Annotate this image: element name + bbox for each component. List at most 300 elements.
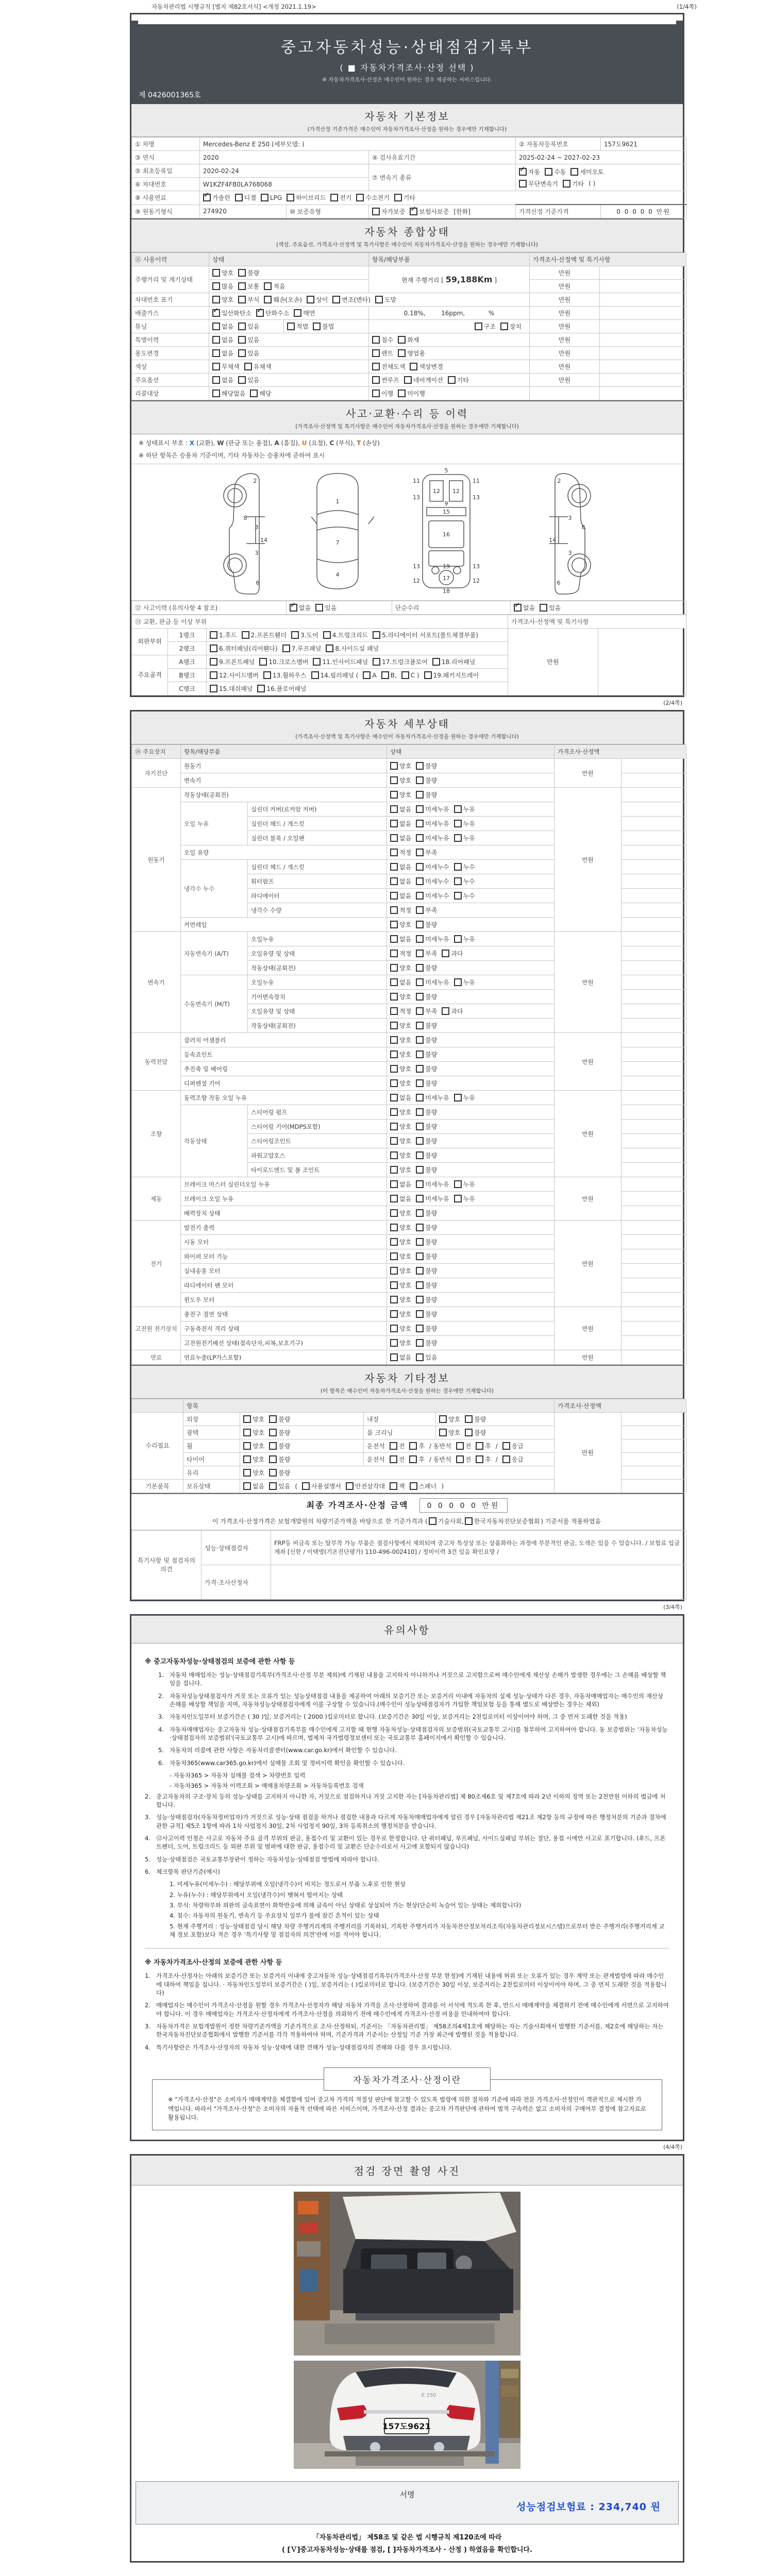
checkbox-option[interactable] bbox=[356, 193, 389, 202]
checkbox-icon[interactable] bbox=[416, 1065, 424, 1073]
checkbox-icon[interactable] bbox=[519, 180, 527, 188]
checkbox-icon[interactable] bbox=[454, 1094, 462, 1101]
checkbox-icon[interactable] bbox=[416, 805, 424, 813]
checked-checkbox-icon[interactable] bbox=[410, 208, 417, 215]
checkbox-option[interactable] bbox=[238, 268, 259, 277]
checkbox-option[interactable] bbox=[390, 949, 411, 958]
checkbox-option[interactable] bbox=[390, 1050, 411, 1059]
checkbox-icon[interactable] bbox=[416, 906, 424, 914]
checkbox-option[interactable] bbox=[243, 1482, 264, 1490]
checkbox-option[interactable] bbox=[454, 1194, 475, 1203]
checkbox-option[interactable] bbox=[302, 1482, 341, 1490]
checkbox-icon[interactable] bbox=[212, 376, 220, 384]
checkbox-option[interactable] bbox=[390, 761, 411, 770]
checkbox-icon[interactable] bbox=[416, 993, 424, 1001]
checkbox-icon[interactable] bbox=[416, 1353, 424, 1361]
checkbox-option[interactable] bbox=[390, 790, 411, 799]
checkbox-icon[interactable] bbox=[390, 935, 398, 943]
checkbox-icon[interactable] bbox=[372, 336, 380, 344]
checkbox-option[interactable] bbox=[416, 1252, 437, 1261]
checkbox-option[interactable] bbox=[363, 671, 376, 679]
checkbox-option[interactable] bbox=[372, 349, 393, 358]
checkbox-icon[interactable] bbox=[287, 194, 294, 201]
checkbox-icon[interactable] bbox=[390, 776, 398, 784]
checkbox-option[interactable] bbox=[238, 295, 259, 304]
checkbox-option[interactable] bbox=[398, 389, 425, 398]
checkbox-icon[interactable] bbox=[390, 1022, 398, 1029]
checkbox-icon[interactable] bbox=[416, 1267, 424, 1275]
checkbox-option[interactable] bbox=[416, 834, 449, 842]
checkbox-option[interactable] bbox=[250, 389, 271, 398]
checkbox-option[interactable] bbox=[416, 1223, 437, 1232]
checkbox-option[interactable] bbox=[454, 978, 475, 987]
checkbox-icon[interactable] bbox=[570, 168, 578, 176]
checkbox-option[interactable] bbox=[372, 362, 405, 371]
checkbox-icon[interactable] bbox=[243, 1455, 251, 1463]
checkbox-option[interactable] bbox=[326, 644, 379, 653]
checkbox-option[interactable] bbox=[346, 1482, 385, 1490]
checkbox-icon[interactable] bbox=[475, 323, 482, 330]
checkbox-icon[interactable] bbox=[416, 1151, 424, 1159]
checkbox-option[interactable] bbox=[390, 1194, 411, 1203]
checkbox-icon[interactable] bbox=[210, 658, 217, 666]
checkbox-icon[interactable] bbox=[465, 1517, 473, 1525]
checkbox-icon[interactable] bbox=[212, 296, 220, 303]
checkbox-icon[interactable] bbox=[432, 658, 440, 666]
checkbox-option[interactable] bbox=[416, 963, 437, 972]
checkbox-icon[interactable] bbox=[390, 921, 398, 928]
checkbox-icon[interactable] bbox=[390, 1036, 398, 1044]
checkbox-icon[interactable] bbox=[390, 993, 398, 1001]
checkbox-icon[interactable] bbox=[212, 363, 220, 370]
checkbox-icon[interactable] bbox=[454, 863, 462, 871]
checkbox-icon[interactable] bbox=[264, 282, 272, 290]
checkbox-icon[interactable] bbox=[540, 604, 547, 612]
checkbox-icon[interactable] bbox=[416, 964, 424, 972]
checkbox-option[interactable] bbox=[263, 671, 306, 680]
checkbox-icon[interactable] bbox=[390, 1325, 398, 1332]
checkbox-icon[interactable] bbox=[416, 776, 424, 784]
checkbox-icon[interactable] bbox=[454, 834, 462, 842]
checkbox-option[interactable] bbox=[563, 179, 584, 188]
checkbox-icon[interactable] bbox=[302, 1482, 310, 1490]
checkbox-option[interactable] bbox=[416, 1194, 449, 1203]
checkbox-icon[interactable] bbox=[390, 1455, 397, 1463]
checkbox-icon[interactable] bbox=[416, 1108, 424, 1116]
checkbox-option[interactable] bbox=[416, 1338, 437, 1347]
checkbox-icon[interactable] bbox=[416, 762, 424, 770]
checkbox-option[interactable] bbox=[238, 335, 259, 344]
checkbox-icon[interactable] bbox=[243, 1442, 251, 1450]
checkbox-option[interactable] bbox=[416, 1036, 437, 1044]
checkbox-icon[interactable] bbox=[212, 349, 220, 357]
checkbox-icon[interactable] bbox=[416, 1224, 424, 1231]
checkbox-icon[interactable] bbox=[390, 1094, 398, 1101]
checkbox-option[interactable] bbox=[235, 193, 256, 202]
checkbox-icon[interactable] bbox=[259, 658, 267, 666]
checkbox-option[interactable] bbox=[212, 376, 233, 384]
checkbox-icon[interactable] bbox=[238, 336, 246, 344]
checkbox-option[interactable] bbox=[390, 1281, 411, 1290]
checkbox-option[interactable] bbox=[313, 322, 334, 331]
checkbox-icon[interactable] bbox=[416, 1137, 424, 1145]
checkbox-option[interactable] bbox=[243, 1415, 264, 1423]
checkbox-icon[interactable] bbox=[416, 978, 424, 986]
checkbox-icon[interactable] bbox=[416, 1079, 424, 1087]
checkbox-icon[interactable] bbox=[465, 1429, 473, 1436]
checkbox-option[interactable] bbox=[330, 193, 351, 202]
checkbox-option[interactable] bbox=[243, 1428, 264, 1437]
checkbox-option[interactable] bbox=[416, 906, 437, 914]
checkbox-option[interactable] bbox=[390, 1122, 411, 1131]
checkbox-icon[interactable] bbox=[465, 1415, 473, 1423]
checkbox-icon[interactable] bbox=[243, 1429, 251, 1436]
checkbox-icon[interactable] bbox=[235, 194, 243, 201]
checkbox-option[interactable] bbox=[454, 819, 475, 828]
checkbox-icon[interactable] bbox=[244, 363, 252, 370]
checkbox-option[interactable] bbox=[476, 1455, 491, 1464]
checkbox-option[interactable] bbox=[416, 1209, 437, 1217]
checkbox-icon[interactable] bbox=[372, 208, 380, 215]
checkbox-icon[interactable] bbox=[269, 1482, 277, 1490]
checkbox-icon[interactable] bbox=[238, 323, 246, 330]
checkbox-icon[interactable] bbox=[390, 1224, 398, 1231]
checkbox-option[interactable] bbox=[367, 1442, 385, 1450]
checkbox-icon[interactable] bbox=[454, 877, 462, 885]
checkbox-icon[interactable] bbox=[291, 631, 299, 639]
checkbox-icon[interactable] bbox=[476, 1442, 483, 1450]
checkbox-option[interactable] bbox=[416, 1151, 437, 1160]
checkbox-icon[interactable] bbox=[311, 671, 319, 679]
checkbox-option[interactable] bbox=[294, 309, 315, 317]
checked-checkbox-icon[interactable] bbox=[290, 604, 297, 612]
checkbox-option[interactable] bbox=[541, 1517, 601, 1526]
checkbox-option[interactable] bbox=[212, 295, 233, 304]
checkbox-icon[interactable] bbox=[416, 1007, 424, 1015]
checkbox-option[interactable] bbox=[210, 657, 255, 666]
checkbox-option[interactable] bbox=[454, 877, 475, 886]
checkbox-option[interactable] bbox=[269, 1428, 290, 1437]
checkbox-icon[interactable] bbox=[448, 376, 456, 384]
checkbox-option[interactable] bbox=[287, 193, 326, 202]
checkbox-option[interactable] bbox=[454, 862, 475, 871]
checkbox-icon[interactable] bbox=[264, 296, 272, 303]
checkbox-icon[interactable] bbox=[390, 791, 398, 799]
checkbox-option[interactable] bbox=[269, 1455, 290, 1464]
checkbox-icon[interactable] bbox=[416, 849, 424, 856]
checkbox-icon[interactable] bbox=[373, 631, 380, 639]
checkbox-option[interactable] bbox=[465, 1428, 486, 1437]
checkbox-option[interactable] bbox=[416, 1165, 437, 1174]
checkbox-icon[interactable] bbox=[212, 282, 220, 290]
checkbox-icon[interactable] bbox=[390, 1065, 398, 1073]
checkbox-option[interactable] bbox=[203, 193, 230, 202]
checkbox-icon[interactable] bbox=[476, 1455, 483, 1463]
checkbox-icon[interactable] bbox=[390, 1050, 398, 1058]
checkbox-option[interactable] bbox=[416, 1007, 437, 1015]
checked-checkbox-icon[interactable] bbox=[519, 168, 527, 176]
checkbox-icon[interactable] bbox=[390, 964, 398, 972]
checkbox-option[interactable] bbox=[465, 1517, 540, 1526]
checkbox-option[interactable] bbox=[390, 891, 411, 900]
checkbox-icon[interactable] bbox=[454, 978, 462, 986]
checkbox-icon[interactable] bbox=[416, 1325, 424, 1332]
checkbox-option[interactable] bbox=[390, 978, 411, 987]
checkbox-option[interactable] bbox=[390, 1442, 405, 1450]
checkbox-option[interactable] bbox=[441, 1483, 444, 1490]
checkbox-option[interactable] bbox=[416, 776, 437, 785]
checkbox-option[interactable] bbox=[454, 935, 475, 943]
checkbox-icon[interactable] bbox=[390, 762, 398, 770]
checkbox-option[interactable] bbox=[372, 335, 393, 344]
checkbox-icon[interactable] bbox=[375, 296, 383, 303]
checkbox-icon[interactable] bbox=[390, 1166, 398, 1174]
checkbox-option[interactable] bbox=[390, 1324, 411, 1333]
checkbox-option[interactable] bbox=[212, 349, 233, 358]
checkbox-option[interactable] bbox=[416, 862, 449, 871]
checkbox-icon[interactable] bbox=[416, 820, 424, 827]
checkbox-option[interactable] bbox=[375, 295, 396, 304]
checkbox-icon[interactable] bbox=[454, 1195, 462, 1202]
checkbox-option[interactable] bbox=[243, 1442, 264, 1450]
checkbox-icon[interactable] bbox=[545, 168, 552, 176]
checkbox-option[interactable] bbox=[269, 1468, 290, 1477]
checkbox-option[interactable] bbox=[454, 834, 475, 842]
checkbox-icon[interactable] bbox=[390, 1252, 398, 1260]
checkbox-icon[interactable] bbox=[372, 389, 380, 397]
checkbox-option[interactable] bbox=[373, 657, 428, 666]
checkbox-option[interactable] bbox=[372, 389, 393, 398]
checkbox-option[interactable] bbox=[390, 1093, 411, 1102]
checkbox-option[interactable] bbox=[514, 603, 535, 612]
checkbox-option[interactable] bbox=[390, 819, 411, 828]
checkbox-icon[interactable] bbox=[390, 1353, 398, 1361]
checkbox-option[interactable] bbox=[390, 1151, 411, 1160]
checkbox-icon[interactable] bbox=[390, 1123, 398, 1130]
checkbox-icon[interactable] bbox=[416, 863, 424, 871]
checkbox-option[interactable] bbox=[475, 322, 496, 331]
checkbox-option[interactable] bbox=[264, 282, 285, 291]
checkbox-option[interactable] bbox=[243, 1455, 264, 1464]
checkbox-option[interactable] bbox=[416, 920, 437, 929]
checkbox-option[interactable] bbox=[390, 877, 411, 886]
checkbox-option[interactable] bbox=[476, 1442, 491, 1450]
checkbox-icon[interactable] bbox=[409, 1455, 417, 1463]
checkbox-option[interactable] bbox=[429, 1442, 451, 1450]
checkbox-option[interactable] bbox=[439, 1428, 460, 1437]
checkbox-icon[interactable] bbox=[390, 805, 398, 813]
checked-checkbox-icon[interactable] bbox=[203, 194, 211, 201]
checkbox-option[interactable] bbox=[416, 949, 437, 958]
checkbox-icon[interactable] bbox=[563, 180, 570, 188]
checkbox-icon[interactable] bbox=[390, 1442, 397, 1450]
checkbox-option[interactable] bbox=[372, 376, 399, 384]
checkbox-icon[interactable] bbox=[390, 1296, 398, 1303]
checkbox-option[interactable] bbox=[390, 862, 411, 871]
checkbox-icon[interactable] bbox=[363, 671, 371, 679]
checkbox-option[interactable] bbox=[439, 1415, 460, 1423]
checkbox-icon[interactable] bbox=[409, 1442, 417, 1450]
checkbox-option[interactable] bbox=[404, 376, 443, 384]
checkbox-icon[interactable] bbox=[257, 685, 265, 692]
checkbox-icon[interactable] bbox=[212, 269, 220, 277]
checked-checkbox-icon[interactable] bbox=[212, 309, 220, 317]
checkbox-icon[interactable] bbox=[410, 1482, 417, 1490]
checkbox-option[interactable] bbox=[398, 349, 425, 358]
checkbox-icon[interactable] bbox=[313, 658, 321, 666]
checkbox-icon[interactable] bbox=[210, 685, 217, 692]
checkbox-icon[interactable] bbox=[390, 1108, 398, 1116]
checkbox-option[interactable] bbox=[416, 891, 449, 900]
checkbox-option[interactable] bbox=[390, 1064, 411, 1073]
checkbox-option[interactable] bbox=[416, 1353, 437, 1362]
checkbox-icon[interactable] bbox=[439, 1429, 447, 1436]
checkbox-option[interactable] bbox=[212, 335, 233, 344]
checkbox-icon[interactable] bbox=[500, 323, 508, 330]
checkbox-option[interactable] bbox=[372, 207, 405, 216]
checkbox-option[interactable] bbox=[502, 1455, 524, 1464]
checkbox-icon[interactable] bbox=[294, 309, 301, 317]
checkbox-icon[interactable] bbox=[390, 978, 398, 986]
checkbox-option[interactable] bbox=[256, 309, 289, 317]
checkbox-icon[interactable] bbox=[238, 282, 246, 290]
checkbox-option[interactable] bbox=[432, 657, 475, 666]
checkbox-option[interactable] bbox=[212, 309, 251, 317]
checkbox-icon[interactable] bbox=[416, 1296, 424, 1303]
checkbox-icon[interactable] bbox=[390, 1238, 398, 1246]
checkbox-option[interactable] bbox=[390, 1165, 411, 1174]
checkbox-icon[interactable] bbox=[372, 349, 380, 357]
checkbox-icon[interactable] bbox=[269, 1455, 277, 1463]
checkbox-option[interactable] bbox=[398, 335, 419, 344]
checkbox-icon[interactable] bbox=[410, 363, 417, 370]
checkbox-option[interactable] bbox=[282, 644, 322, 653]
checkbox-icon[interactable] bbox=[243, 1482, 251, 1490]
checkbox-option[interactable] bbox=[416, 805, 449, 814]
checkbox-option[interactable] bbox=[390, 1036, 411, 1044]
checkbox-option[interactable] bbox=[454, 805, 475, 814]
checkbox-option[interactable] bbox=[259, 657, 308, 666]
checkbox-icon[interactable] bbox=[332, 296, 340, 303]
checkbox-icon[interactable] bbox=[429, 1517, 436, 1525]
checkbox-icon[interactable] bbox=[416, 921, 424, 928]
checkbox-option[interactable] bbox=[424, 671, 479, 680]
checkbox-option[interactable] bbox=[390, 1021, 411, 1030]
checkbox-option[interactable] bbox=[519, 179, 558, 188]
checkbox-option[interactable] bbox=[210, 671, 259, 680]
checkbox-option[interactable] bbox=[416, 1108, 437, 1116]
checkbox-icon[interactable] bbox=[390, 1310, 398, 1318]
checkbox-icon[interactable] bbox=[456, 1442, 464, 1450]
checkbox-option[interactable] bbox=[295, 1483, 297, 1490]
checkbox-icon[interactable] bbox=[390, 1482, 397, 1490]
checkbox-option[interactable] bbox=[454, 1180, 475, 1189]
checkbox-icon[interactable] bbox=[390, 1137, 398, 1145]
checkbox-option[interactable] bbox=[390, 1310, 411, 1318]
checkbox-icon[interactable] bbox=[390, 1195, 398, 1202]
checkbox-icon[interactable] bbox=[373, 658, 380, 666]
checkbox-option[interactable] bbox=[390, 906, 411, 914]
checkbox-icon[interactable] bbox=[416, 1281, 424, 1289]
checkbox-option[interactable] bbox=[453, 207, 470, 216]
checkbox-option[interactable] bbox=[390, 1007, 411, 1015]
checkbox-option[interactable] bbox=[242, 631, 287, 639]
checkbox-icon[interactable] bbox=[416, 877, 424, 885]
checkbox-icon[interactable] bbox=[390, 1339, 398, 1347]
checkbox-option[interactable] bbox=[311, 671, 359, 680]
checkbox-icon[interactable] bbox=[372, 363, 380, 370]
checkbox-icon[interactable] bbox=[439, 1415, 447, 1423]
checkbox-icon[interactable] bbox=[390, 834, 398, 842]
checkbox-option[interactable] bbox=[261, 194, 282, 201]
checked-checkbox-icon[interactable] bbox=[256, 309, 264, 317]
checkbox-icon[interactable] bbox=[454, 820, 462, 827]
checkbox-icon[interactable] bbox=[210, 631, 217, 639]
checkbox-icon[interactable] bbox=[424, 671, 432, 679]
checkbox-icon[interactable] bbox=[442, 950, 449, 957]
checkbox-option[interactable] bbox=[416, 761, 437, 770]
checkbox-option[interactable] bbox=[394, 193, 415, 202]
checkbox-icon[interactable] bbox=[390, 1151, 398, 1159]
checkbox-option[interactable] bbox=[390, 1455, 405, 1464]
checkbox-icon[interactable] bbox=[390, 1180, 398, 1188]
checkbox-option[interactable] bbox=[416, 1079, 437, 1088]
checkbox-icon[interactable] bbox=[390, 1079, 398, 1087]
checkbox-icon[interactable] bbox=[326, 645, 333, 652]
checkbox-icon[interactable] bbox=[242, 631, 249, 639]
checkbox-icon[interactable] bbox=[330, 194, 338, 201]
checkbox-option[interactable] bbox=[243, 1468, 264, 1477]
checkbox-option[interactable] bbox=[401, 671, 419, 679]
checkbox-icon[interactable] bbox=[401, 671, 409, 679]
checkbox-icon[interactable] bbox=[416, 1123, 424, 1130]
checkbox-option[interactable] bbox=[502, 1442, 524, 1450]
checkbox-icon[interactable] bbox=[398, 336, 406, 344]
checkbox-option[interactable] bbox=[367, 1455, 385, 1464]
checkbox-icon[interactable] bbox=[416, 1050, 424, 1058]
checkbox-option[interactable] bbox=[500, 322, 522, 331]
checkbox-icon[interactable] bbox=[323, 631, 331, 639]
checkbox-option[interactable] bbox=[496, 1443, 498, 1450]
checkbox-option[interactable] bbox=[410, 362, 443, 371]
checkbox-option[interactable] bbox=[454, 1093, 475, 1102]
checkbox-option[interactable] bbox=[212, 268, 233, 277]
checkbox-option[interactable] bbox=[257, 684, 306, 693]
checkbox-option[interactable] bbox=[448, 376, 469, 384]
checkbox-icon[interactable] bbox=[212, 389, 220, 397]
checkbox-icon[interactable] bbox=[243, 1469, 251, 1477]
checkbox-icon[interactable] bbox=[416, 892, 424, 900]
checkbox-option[interactable] bbox=[307, 295, 328, 304]
checkbox-option[interactable] bbox=[390, 1209, 411, 1217]
checkbox-option[interactable] bbox=[390, 1137, 411, 1145]
checkbox-option[interactable] bbox=[410, 207, 449, 216]
checkbox-option[interactable] bbox=[416, 1122, 437, 1131]
checkbox-option[interactable] bbox=[210, 684, 253, 693]
checkbox-icon[interactable] bbox=[263, 671, 271, 679]
checkbox-icon[interactable] bbox=[269, 1469, 277, 1477]
checkbox-icon[interactable] bbox=[390, 877, 398, 885]
checkbox-option[interactable] bbox=[390, 1108, 411, 1116]
checkbox-option[interactable] bbox=[313, 657, 368, 666]
checkbox-option[interactable] bbox=[416, 1295, 437, 1304]
checkbox-option[interactable] bbox=[416, 1137, 437, 1145]
checkbox-icon[interactable] bbox=[282, 645, 290, 652]
checkbox-option[interactable] bbox=[416, 1064, 437, 1073]
checkbox-option[interactable] bbox=[456, 1455, 472, 1464]
checkbox-icon[interactable] bbox=[261, 194, 268, 201]
checkbox-icon[interactable] bbox=[313, 323, 321, 330]
